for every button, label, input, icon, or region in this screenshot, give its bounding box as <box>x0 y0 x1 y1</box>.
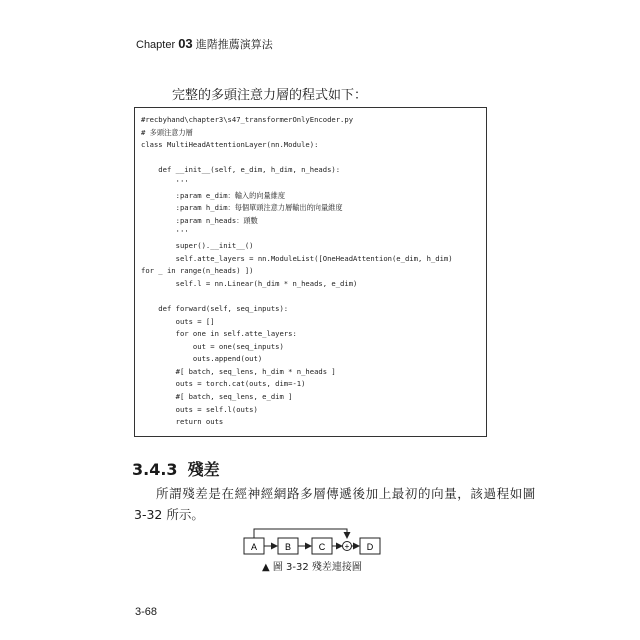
body-paragraph-line-1: 所謂殘差是在經神經網路多層傳遞後加上最初的向量，該過程如圖 <box>156 486 536 501</box>
code-line: for _ in range(n_heads) ]) <box>141 266 254 276</box>
header-chapter-title: 進階推薦演算法 <box>195 39 273 51</box>
code-line: ''' <box>141 228 189 238</box>
node-d-label: D <box>366 542 374 552</box>
intro-paragraph: 完整的多頭注意力層的程式如下： <box>172 88 368 103</box>
code-line: ''' <box>141 177 189 187</box>
code-line: class MultiHeadAttentionLayer(nn.Module): <box>141 140 319 150</box>
code-line: outs = self.l(outs) <box>141 404 258 414</box>
node-a <box>244 538 264 554</box>
header-chapter-number: 03 <box>178 36 193 51</box>
section-title: 殘差 <box>187 460 220 479</box>
code-line: outs = [] <box>141 316 215 326</box>
code-line: :param e_dim：輸入的向量維度 <box>141 190 286 200</box>
code-line: :param h_dim：每個單頭注意力層輸出的向量維度 <box>141 203 343 213</box>
figure-caption: ▲ 圖 3-32 殘差連接圖 <box>262 562 362 573</box>
node-c <box>312 538 332 554</box>
header-chapter-prefix: Chapter <box>136 39 176 51</box>
code-line: self.atte_layers = nn.ModuleList([OneHeadAttention(e_dim, h_dim) <box>141 253 453 263</box>
node-d <box>360 538 380 554</box>
code-line: self.l = nn.Linear(h_dim * n_heads, e_dim) <box>141 278 358 288</box>
code-line: outs.append(out) <box>141 354 263 364</box>
code-line: # 多頭注意力層 <box>141 127 193 137</box>
page-number: 3-68 <box>135 606 158 618</box>
node-c-label: C <box>318 542 326 552</box>
code-line: #[ batch, seq_lens, h_dim * n_heads ] <box>141 366 336 376</box>
code-line: #[ batch, seq_lens, e_dim ] <box>141 392 293 402</box>
node-b-label: B <box>284 542 292 552</box>
code-line: #recbyhand\chapter3\s47_transformerOnlyEncoder.py <box>141 115 354 124</box>
code-line: out = one(seq_inputs) <box>141 341 284 351</box>
node-b <box>278 538 298 554</box>
section-number: 3.4.3 <box>132 460 178 479</box>
code-line: def __init__(self, e_dim, h_dim, n_heads): <box>141 165 341 175</box>
node-plus-label: + <box>344 542 350 551</box>
code-line: super().__init__() <box>141 240 254 250</box>
node-plus <box>343 542 352 552</box>
code-line: :param n_heads：頭數 <box>141 215 258 225</box>
skip-connection-line <box>254 529 347 538</box>
code-line: for one in self.atte_layers: <box>141 329 297 339</box>
body-paragraph-line-2: 3-32 所示。 <box>134 507 204 522</box>
code-line: return outs <box>141 417 224 427</box>
node-a-label: A <box>250 542 258 552</box>
code-line: outs = torch.cat(outs, dim=-1) <box>141 379 306 389</box>
code-line: def forward(self, seq_inputs): <box>141 303 289 313</box>
